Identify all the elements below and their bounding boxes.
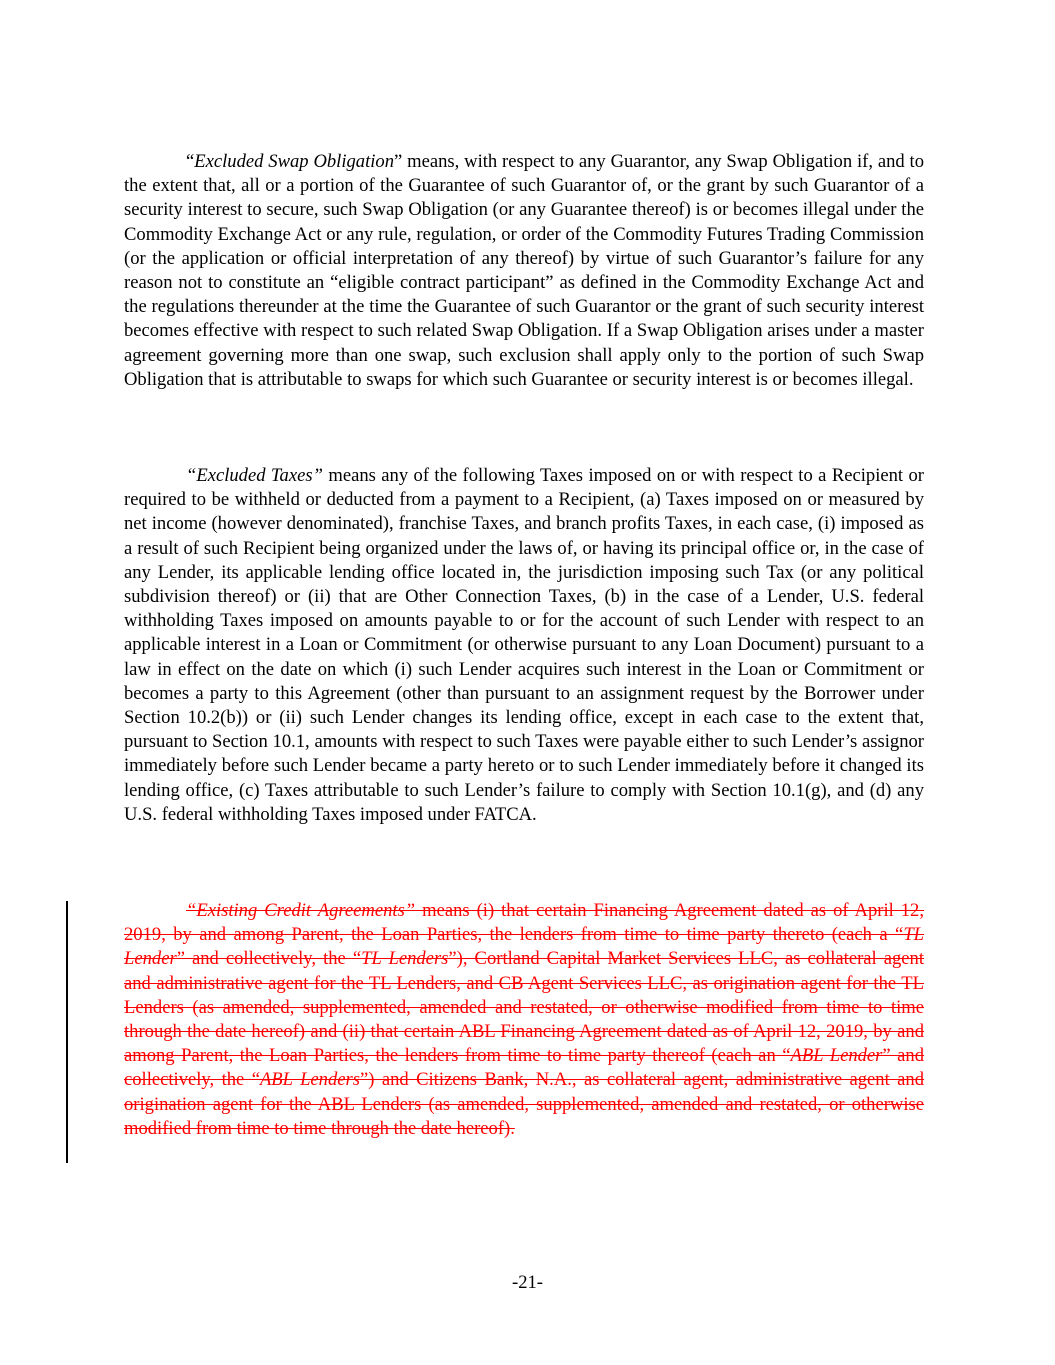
definition-text-5: ”) and Citizens Bank, N.A., as collateral agent, administrative agent and origination agent for the ABL Lenders (as amended, supplemented, amended and restated, or otherwise modified from time to time through the date hereof). — [124, 1069, 925, 1139]
term-abl-lenders: ABL Lenders — [259, 1069, 360, 1091]
open-quote: “ — [186, 151, 195, 172]
defined-term: Excluded Swap Obligation — [194, 151, 395, 172]
definition-text-1: means (i) that certain Financing Agreement dated as of April 12, 2019, by and among Parent, the Loan Parties, the lenders from time to time party thereto (each a “ — [124, 900, 925, 946]
defined-term: “Excluded Taxes” — [186, 465, 323, 486]
definition-text: means any of the following Taxes imposed on or with respect to a Recipient or required to be withheld or deducted from a payment to a Recipient, (a) Taxes imposed on or measured by net income (however denominated), franchise Taxes, and branch profits Taxes, in each case, (i) imposed as a result of such Recipient being organized under the laws of, or having its principal office or, in the case of any Lender, its applicable lending office located in, the jurisdiction imposing such Tax (or any political subdivision thereof) or (ii) that are Other Connection Taxes, (b) in the case of a Lender, U.S. federal withholding Taxes imposed on amounts payable to or for the account of such Lender with respect to an applicable interest in a Loan or Commitment (or otherwise pursuant to any Loan Document) pursuant to a law in effect on the date on which (i) such Lender acquires such interest in the Loan or Commitment or becomes a party to this Agreement (other than pursuant to an assignment request by the Borrower under Section 10.2(b)) or (ii) such Lender changes its lending office, except in each case to the extent that, pursuant to Section 10.1, amounts with respect to such Taxes were payable either to such Lender’s assignor immediately before such Lender became a party hereto or to such Lender immediately before it changed its lending office, (c) Taxes attributable to such Lender’s failure to comply with Section 10.1(g), and (d) any U.S. federal withholding Taxes imposed under FATCA. — [124, 465, 924, 825]
definition-existing-credit-agreements-deleted — [124, 899, 924, 1141]
definition-excluded-swap-obligation — [124, 150, 924, 392]
revision-change-bar — [66, 901, 68, 1163]
term-tl-lenders: TL Lenders — [361, 948, 449, 970]
definition-text: ” means, with respect to any Guarantor, any Swap Obligation if, and to the extent that, all or a portion of the Guarantee of such Guarantor of, or the grant by such Guarantor of a security interest to secure, such Swap Obligation (or any Guarantee thereof) is or becomes illegal under the Commodity Exchange Act or any rule, regulation, or order of the Commodity Futures Trading Commission (or the application or official interpretation of any thereof) by virtue of such Guarantor’s failure for any reason not to constitute an “eligible contract participant” as defined in the Commodity Exchange Act and the regulations thereunder at the time the Guarantee of such Guarantor or the grant of such security interest becomes effective with respect to such related Swap Obligation. If a Swap Obligation arises under a master agreement governing more than one swap, such exclusion shall apply only to the portion of such Swap Obligation that is attributable to swaps for which such Guarantee or security interest is or becomes illegal. — [124, 151, 924, 390]
definition-text-3: ”), Cortland Capital Market Services LLC, as collateral agent and administrative agent for the TL Lenders, and CB Agent Services LLC, as origination agent for the TL Lenders (as amended, supplemented, amended and restated, or otherwise modified from time to time through the date hereof) and (ii) that certain ABL Financing Agreement dated as of April 12, 2019, by and among Parent, the Loan Parties, the lenders from time to time party thereof (each an “ — [124, 948, 924, 1067]
defined-term: “Existing Credit Agreements” — [186, 900, 416, 921]
term-abl-lender: ABL Lender — [790, 1045, 883, 1067]
definition-text-4: ” and collectively, the “ — [124, 1045, 925, 1091]
definition-excluded-taxes — [124, 464, 924, 827]
definition-text-2: ” and collectively, the “ — [176, 948, 362, 970]
page-number: -21- — [512, 1272, 543, 1293]
term-tl-lender: TL Lender — [124, 924, 924, 970]
